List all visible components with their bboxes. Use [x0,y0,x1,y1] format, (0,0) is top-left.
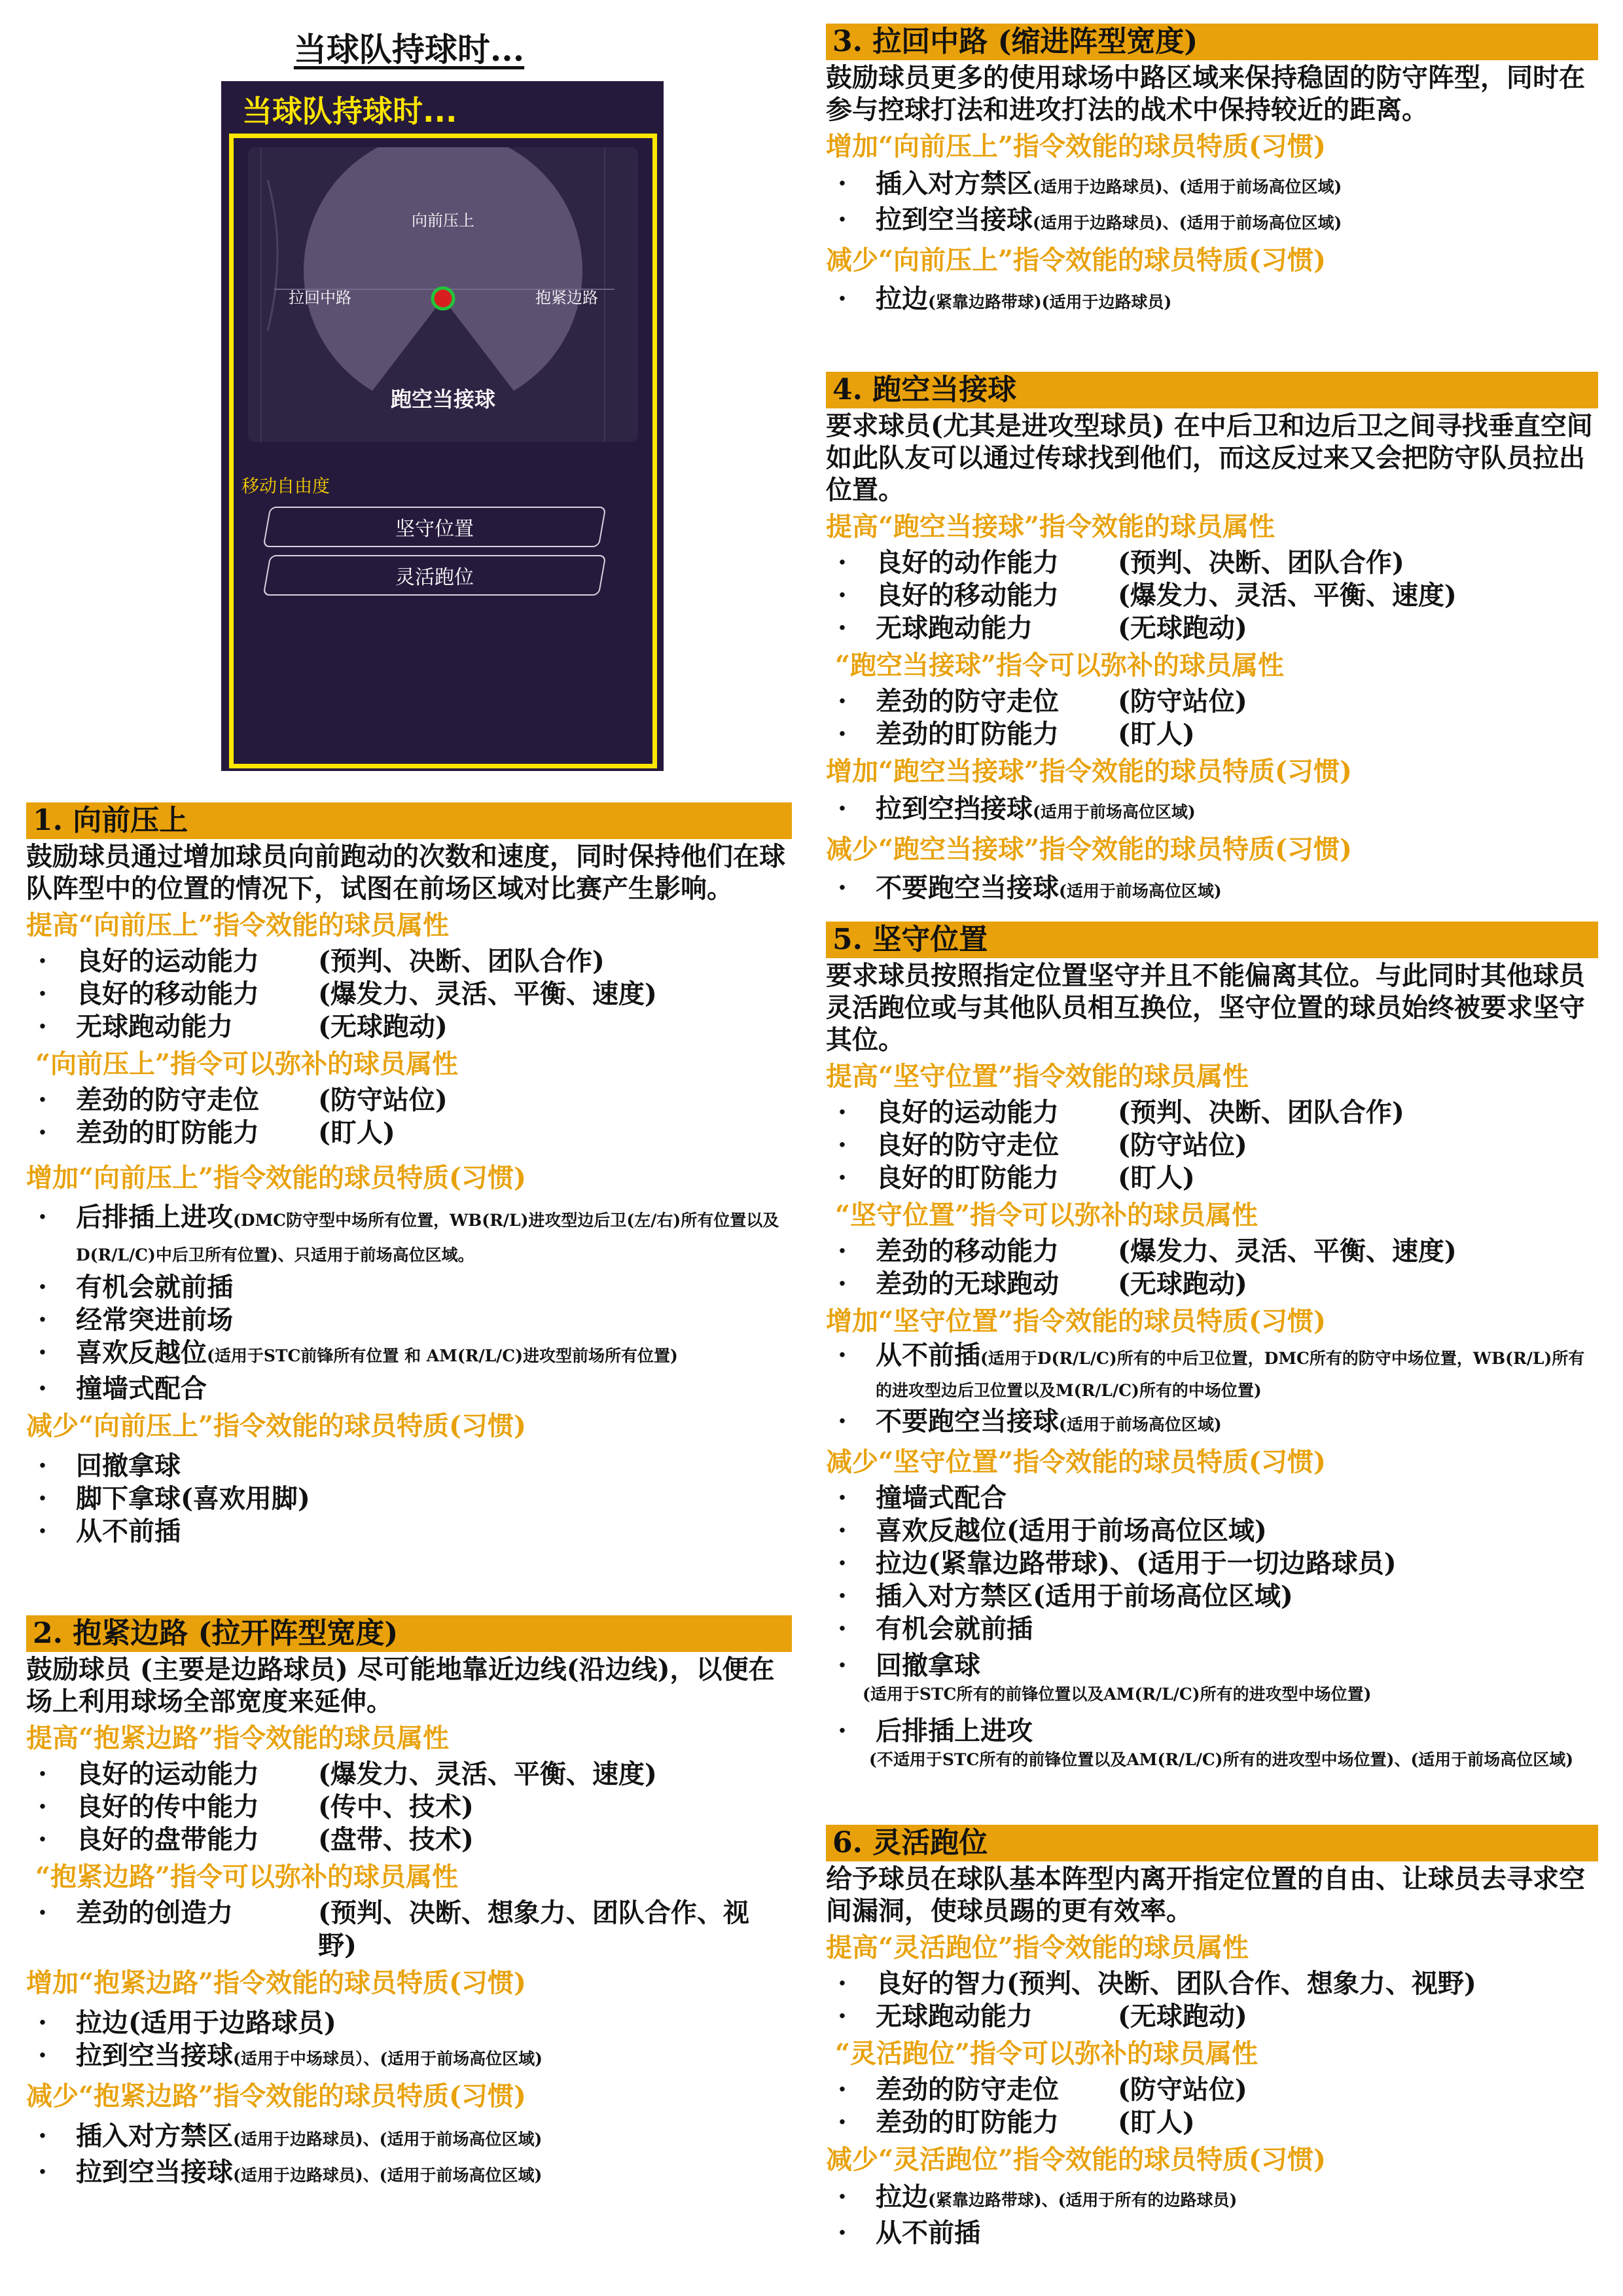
section-5-sub2: “坚守位置”指令可以弥补的球员属性 [835,1200,1258,1230]
trait-name: 回撤拿球 [876,1650,980,1681]
list-item [26,2007,792,2039]
list-item [26,1372,792,1405]
attr-name: 良好的运动能力 [76,946,259,977]
trait-name: 插入对方禁区(适用于前场高位区域) [876,1581,1293,1611]
section-5-heading: 5. 坚守位置 [826,922,1598,958]
trait-note: (适用于中场球员）、(适用于前场高位区域) [233,2049,543,2068]
section-6-desc: 给予球员在球队基本阵型内离开指定位置的自由、让球员去寻求空间漏洞，使球员踢的更有效率。 [826,1863,1585,1926]
list-item [826,1613,1598,1645]
list-item [26,1897,792,1962]
trait-note: (适用于STC前锋所有位置 和 AM(R/L/C)进攻型前场所有位置) [207,1346,678,1365]
attr-name: 良好的盘带能力 [76,1824,259,1855]
trait-name: 拉到空当接球 [876,204,1033,235]
list-item [826,547,1598,579]
section-1-attrs1 [26,945,792,1043]
list-item [26,1336,792,1372]
list-item [26,2120,792,2156]
section-6-heading: 6. 灵活跑位 [826,1825,1598,1861]
list-item [826,1547,1598,1580]
trait-note: (适用于前场高位区域) [1059,1415,1222,1434]
attr-value: (无球跑动) [1118,2001,1247,2032]
trait-note: (适用于边路球员)、(适用于前场高位区域) [233,2130,543,2149]
section-1-traits-inc [26,1202,792,1405]
section-6-sub1: 提高“灵活跑位”指令效能的球员属性 [826,1932,1249,1963]
list-item [26,1758,792,1791]
section-5-attrs1 [826,1096,1598,1194]
list-item [826,872,1598,908]
attr-value: (爆发力、灵活、平衡、速度) [1118,580,1457,611]
section-2-sub1: 提高“抱紧边路”指令效能的球员属性 [26,1723,450,1753]
panel-title: 当球队持球时... [242,94,457,129]
section-4-heading: 4. 跑空当接球 [826,372,1598,408]
attr-value: (防守站位) [1118,1130,1247,1160]
trait-note: (紧靠边路带球)、(适用于所有的边路球员) [928,2191,1238,2210]
list-item [826,612,1598,645]
section-1-heading: 1. 向前压上 [26,802,792,839]
list-item [826,283,1598,319]
section-3-heading: 3. 拉回中路 (缩进阵型宽度) [826,24,1598,60]
list-item [26,1202,792,1271]
attr-name: 无球跑动能力 [876,613,1033,643]
player-marker-icon[interactable] [433,288,454,309]
hold-position-label: 坚守位置 [395,518,474,541]
trait-note: (适用于STC所有的前锋位置以及AM(R/L/C)所有的进攻型中场位置) [863,1685,1372,1704]
trait-name: 有机会就前插 [876,1613,1033,1644]
roam-button[interactable] [263,555,607,596]
attr-value: (防守站位) [1118,686,1247,717]
attr-name: 差劲的无球跑动 [876,1268,1059,1299]
attr-name: 良好的防守走位 [876,1130,1059,1160]
trait-name: 后排插上进攻 [76,1202,233,1232]
section-3-sub2: 减少“向前压上”指令效能的球员特质(习惯) [826,245,1326,276]
section-2-attrs2 [26,1897,792,1962]
trait-name: 有机会就前插 [76,1272,233,1302]
list-item [826,1715,1598,1772]
tactics-panel [221,81,664,771]
section-4-traits-inc [826,793,1598,829]
attr-name: 无球跑动能力 [76,1011,233,1042]
list-item [826,2181,1598,2217]
attr-value: (预判、决断、团队合作) [318,946,605,977]
attr-value: (预判、决断、团队合作) [1118,547,1404,578]
label-narrow: 拉回中路 [289,289,351,307]
list-item [26,1791,792,1823]
list-item [826,685,1598,718]
list-item [826,1580,1598,1613]
attr-name: 差劲的移动能力 [876,1236,1059,1266]
list-item [826,2106,1598,2139]
section-4-attrs1 [826,547,1598,645]
attr-name: 良好的传中能力 [76,1791,259,1822]
section-4-desc: 要求球员(尤其是进攻型球员) 在中后卫和边后卫之间寻找垂直空间 如此队友可以通过传球找到他们，而这反过来又会把防守队员拉出位置。 [826,410,1593,505]
attr-value: (盯人) [1118,719,1195,749]
attr-value: (盯人) [1118,2107,1195,2138]
section-1-traits-dec [26,1450,792,1548]
section-4-sub1: 提高“跑空当接球”指令效能的球员属性 [826,511,1275,542]
attr-value: (无球跑动) [1118,613,1247,643]
label-wide: 抱紧边路 [535,289,598,307]
label-forward: 向前压上 [412,211,474,230]
trait-name: 不要跑空当接球 [876,872,1059,903]
trait-note: (适用于D(R/L/C)所有的中后卫位置，DMC所有的防守中场位置，WB(R/L)所有的进攻型边后卫位置以及M(R/L/C)所有的中场位置) [876,1349,1585,1400]
list-item [826,2073,1598,2106]
section-2-traits-dec [26,2120,792,2192]
list-item [26,1304,792,1336]
list-item [826,1235,1598,1268]
attr-value: (爆发力、灵活、平衡、速度) [1118,1236,1457,1266]
list-item [826,168,1598,204]
trait-note: (适用于前场高位区域) [1059,882,1222,901]
section-2-attrs1 [26,1758,792,1856]
list-item [826,1482,1598,1515]
list-item [26,1271,792,1304]
trait-name: 拉边 [876,283,928,314]
section-2-sub4: 减少“抱紧边路”指令效能的球员特质(习惯) [26,2081,526,2111]
list-item: · 回撤拿球 [26,1450,792,1482]
trait-name: 撞墙式配合 [876,1482,1007,1513]
list-item [826,1096,1598,1129]
trait-name: 经常突进前场 [76,1304,233,1335]
attr-value: (防守站位) [1118,2074,1247,2105]
attr-name: 良好的智力(预判、决断、团队合作、想象力、视野) [876,1968,1476,1999]
section-5-desc: 要求球员按照指定位置坚守并且不能偏离其位。与此同时其他球员灵活跑位或与其他队员相互换位，坚守位置的球员始终被要求坚守其位。 [826,960,1585,1055]
label-run: 跑空当接球 [390,387,496,412]
trait-name: 拉到空当接球 [76,2040,233,2071]
section-5-traits-inc [826,1341,1598,1441]
movement-sector [304,147,582,391]
list-item [826,1967,1598,2000]
trait-name: 拉边(适用于边路球员) [76,2007,336,2038]
list-item [26,978,792,1011]
page-title: 当球队持球时... [293,30,525,69]
section-1 [26,802,792,1548]
section-5 [826,922,1598,1772]
trait-name: 拉到空当接球 [76,2157,233,2187]
pitch-svg [248,147,638,442]
attr-value: (盯人) [1118,1162,1195,1193]
section-3 [826,24,1598,319]
trait-name: 从不前插 [876,1340,980,1371]
list-item [826,793,1598,829]
list-item [826,1341,1598,1405]
section-4-sub2: “跑空当接球”指令可以弥补的球员属性 [835,650,1285,681]
list-item [26,1011,792,1043]
section-3-traits-dec [826,283,1598,319]
section-4-sub3: 增加“跑空当接球”指令效能的球员特质(习惯) [826,756,1352,787]
section-4-attrs2 [826,685,1598,751]
attr-name: 差劲的防守走位 [876,686,1059,717]
trait-name: 拉边 [876,2181,928,2212]
section-1-attrs2 [26,1084,792,1149]
section-1-sub1: 提高“向前压上”指令效能的球员属性 [26,910,450,941]
attr-value: (无球跑动) [1118,1268,1247,1299]
section-1-desc: 鼓励球员通过增加球员向前跑动的次数和速度，同时保持他们在球队阵型中的位置的情况下，试图在前场区域对比赛产生影响。 [26,841,785,904]
trait-name: 拉到空挡接球 [876,793,1033,824]
section-4-traits-dec [826,872,1598,908]
panel-frame [229,134,657,768]
trait-note: (适用于边路球员)、(适用于前场高位区域) [233,2166,543,2185]
list-item [826,1162,1598,1194]
trait-note: (适用于边路球员)、(适用于前场高位区域) [1033,213,1342,232]
section-4-sub4: 减少“跑空当接球”指令效能的球员特质(习惯) [826,834,1352,865]
attr-name: 差劲的防守走位 [76,1085,259,1115]
section-6-sub2: “灵活跑位”指令可以弥补的球员属性 [835,2038,1258,2069]
attr-name: 差劲的创造力 [76,1897,233,1928]
attr-name: 良好的移动能力 [876,580,1059,611]
section-1-sub4: 减少“向前压上”指令效能的球员特质(习惯) [26,1410,526,1441]
attr-name: 良好的运动能力 [876,1097,1059,1128]
pitch-diagram [248,147,638,442]
trait-note: (DMC防守型中场所有位置，WB(R/L)进攻型边后卫(左/右)所有位置以及D(R/L/C)中后卫所有位置)、只适用于前场高位区域。 [76,1211,779,1265]
attr-name: 良好的动作能力 [876,547,1059,578]
list-item [826,2217,1598,2250]
list-item [26,945,792,978]
section-1-sub3: 增加“向前压上”指令效能的球员特质(习惯) [26,1162,526,1193]
list-item [26,1823,792,1856]
trait-name: 插入对方禁区 [76,2121,233,2151]
trait-name: 从不前插 [876,2217,980,2248]
attr-name: 差劲的盯防能力 [76,1117,259,1148]
section-3-traits-inc [826,168,1598,240]
section-6-attrs1 [826,1967,1598,2033]
section-6 [826,1825,1598,2250]
section-5-sub3: 增加“坚守位置”指令效能的球员特质(习惯) [826,1306,1326,1336]
section-5-attrs2 [826,1235,1598,1300]
section-2-desc: 鼓励球员 (主要是边路球员) 尽可能地靠近边线(沿边线)，以便在场上利用球场全部宽度来延伸。 [26,1654,775,1717]
freedom-label: 移动自由度 [241,476,330,497]
attr-name: 良好的移动能力 [76,978,259,1009]
section-5-sub4: 减少“坚守位置”指令效能的球员特质(习惯) [826,1446,1326,1477]
trait-name: 撞墙式配合 [76,1373,207,1404]
trait-name: 喜欢反越位 [76,1337,207,1368]
trait-note: (适用于前场高位区域) [1033,802,1196,821]
list-item [826,2000,1598,2033]
attr-value: (预判、决断、想象力、团队合作、视野) [318,1897,749,1961]
list-item [826,1649,1598,1707]
list-item [826,579,1598,612]
list-item: · 脚下拿球(喜欢用脚) [26,1482,792,1515]
list-item [826,204,1598,240]
attr-name: 差劲的盯防能力 [876,719,1059,749]
list-item [26,2039,792,2075]
attr-value: (爆发力、灵活、平衡、速度) [318,978,657,1009]
attr-value: (盯人) [318,1117,395,1148]
section-5-sub1: 提高“坚守位置”指令效能的球员属性 [826,1061,1249,1092]
attr-name: 良好的运动能力 [76,1759,259,1789]
list-item [826,1268,1598,1300]
trait-name: 插入对方禁区 [876,168,1033,199]
roam-label: 灵活跑位 [395,566,474,589]
section-2-sub2: “抱紧边路”指令可以弥补的球员属性 [35,1861,459,1892]
section-2-traits-inc [26,2007,792,2075]
section-1-sub2: “向前压上”指令可以弥补的球员属性 [35,1049,459,1079]
section-3-sub1: 增加“向前压上”指令效能的球员特质(习惯) [826,131,1326,162]
list-item [826,1405,1598,1441]
list-item [826,718,1598,751]
section-2-heading: 2. 抱紧边路 (拉开阵型宽度) [26,1615,792,1652]
list-item [826,1515,1598,1547]
list-item [26,1084,792,1117]
pitch-line-left [268,180,277,331]
section-4 [826,372,1598,908]
attr-name: 良好的盯防能力 [876,1162,1059,1193]
attr-name: 差劲的防守走位 [876,2074,1059,2105]
trait-name: 后排插上进攻 [876,1715,1033,1746]
list-item [826,1129,1598,1162]
trait-name: 拉边(紧靠边路带球)、(适用于一切边路球员) [876,1548,1397,1579]
attr-name: 无球跑动能力 [876,2001,1033,2032]
section-6-attrs2 [826,2073,1598,2139]
hold-position-button[interactable] [263,507,607,547]
list-item [26,2156,792,2192]
trait-note: (不适用于STC所有的前锋位置以及AM(R/L/C)所有的进攻型中场位置)、(适用于前场高位区域) [869,1750,1574,1769]
section-2 [26,1615,792,2192]
attr-value: (爆发力、灵活、平衡、速度) [318,1759,657,1789]
section-6-sub3: 减少“灵活跑位”指令效能的球员特质(习惯) [826,2144,1326,2175]
section-6-traits-dec [826,2181,1598,2250]
trait-name: 不要跑空当接球 [876,1406,1059,1437]
section-2-sub3: 增加“抱紧边路”指令效能的球员特质(习惯) [26,1967,526,1998]
list-item: · 从不前插 [26,1515,792,1548]
attr-value: (盘带、技术) [318,1824,474,1855]
attr-value: (预判、决断、团队合作) [1118,1097,1404,1128]
attr-value: (传中、技术) [318,1791,474,1822]
attr-value: (防守站位) [318,1085,448,1115]
section-5-traits-dec [826,1482,1598,1772]
section-3-desc: 鼓励球员更多的使用球场中路区域来保持稳固的防守阵型，同时在参与控球打法和进攻打法的战术中保持较近的距离。 [826,62,1585,125]
attr-name: 差劲的盯防能力 [876,2107,1059,2138]
trait-note: (紧靠边路带球)(适用于边路球员) [928,293,1172,312]
attr-value: (无球跑动) [318,1011,448,1042]
trait-name: 喜欢反越位(适用于前场高位区域) [876,1515,1267,1546]
list-item [26,1117,792,1149]
trait-note: (适用于边路球员)、(适用于前场高位区域) [1033,177,1342,196]
